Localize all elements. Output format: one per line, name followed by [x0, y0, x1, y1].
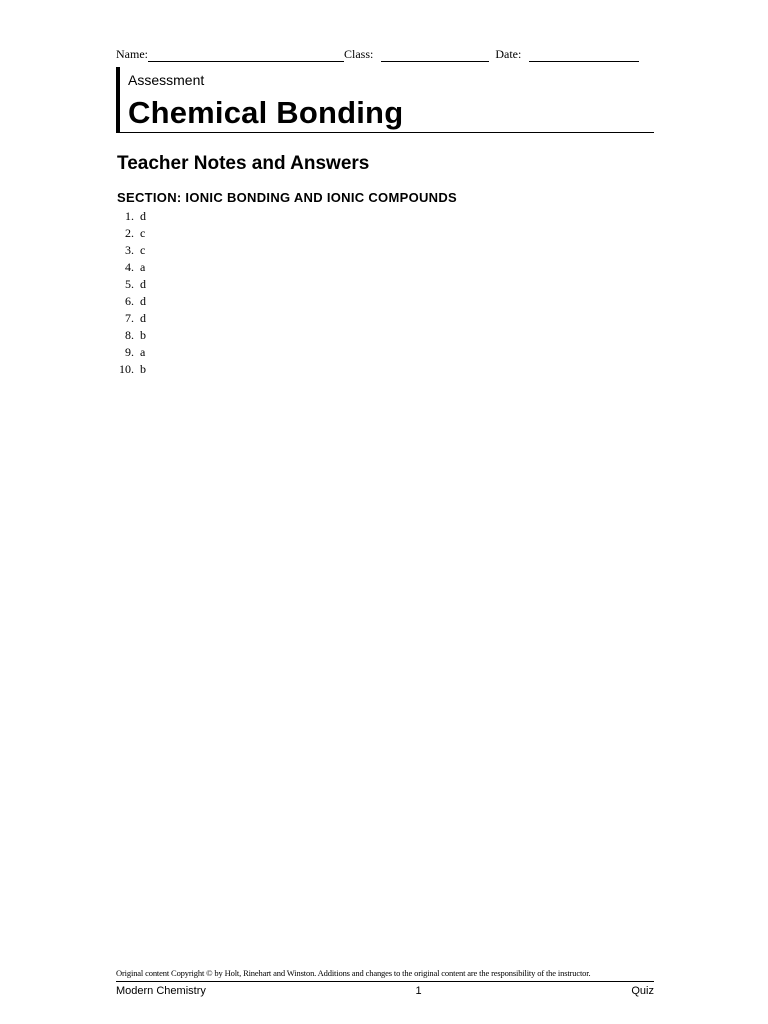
- date-blank: [529, 49, 639, 62]
- class-blank: [381, 49, 489, 62]
- footer-page-number: 1: [415, 985, 422, 997]
- teacher-notes-heading: Teacher Notes and Answers: [117, 153, 370, 174]
- answer-item: 8. b: [125, 328, 146, 342]
- copyright-notice: Original content Copyright © by Holt, Rinehart and Winston. Additions and changes to the original content are the responsibility of the instructor.: [116, 968, 591, 978]
- answer-item: 2. c: [125, 226, 146, 240]
- footer-doc-type: Quiz: [631, 985, 654, 997]
- footer-book-title: Modern Chemistry: [116, 985, 206, 997]
- section-heading: SECTION: IONIC BONDING AND IONIC COMPOUNDS: [117, 190, 458, 205]
- answer-item: 9. a: [125, 345, 146, 359]
- date-label: Date:: [495, 47, 522, 61]
- answer-item: 10. b: [119, 362, 146, 376]
- title-block: [116, 67, 654, 133]
- answer-item: 1. d: [125, 209, 146, 223]
- assessment-label: Assessment: [128, 72, 205, 88]
- name-class-date-line: [116, 47, 656, 62]
- answer-item: 7. d: [125, 311, 146, 325]
- answer-item: 3. c: [125, 243, 146, 257]
- answer-item: 4. a: [125, 260, 146, 274]
- page-title: Chemical Bonding: [128, 95, 404, 130]
- page-footer: [116, 981, 654, 997]
- answer-item: 5. d: [125, 277, 146, 291]
- class-label: Class:: [344, 47, 374, 61]
- answer-list: [112, 208, 146, 378]
- answer-item: 6. d: [125, 294, 146, 308]
- name-blank: [148, 49, 344, 62]
- name-label: Name:: [116, 47, 148, 61]
